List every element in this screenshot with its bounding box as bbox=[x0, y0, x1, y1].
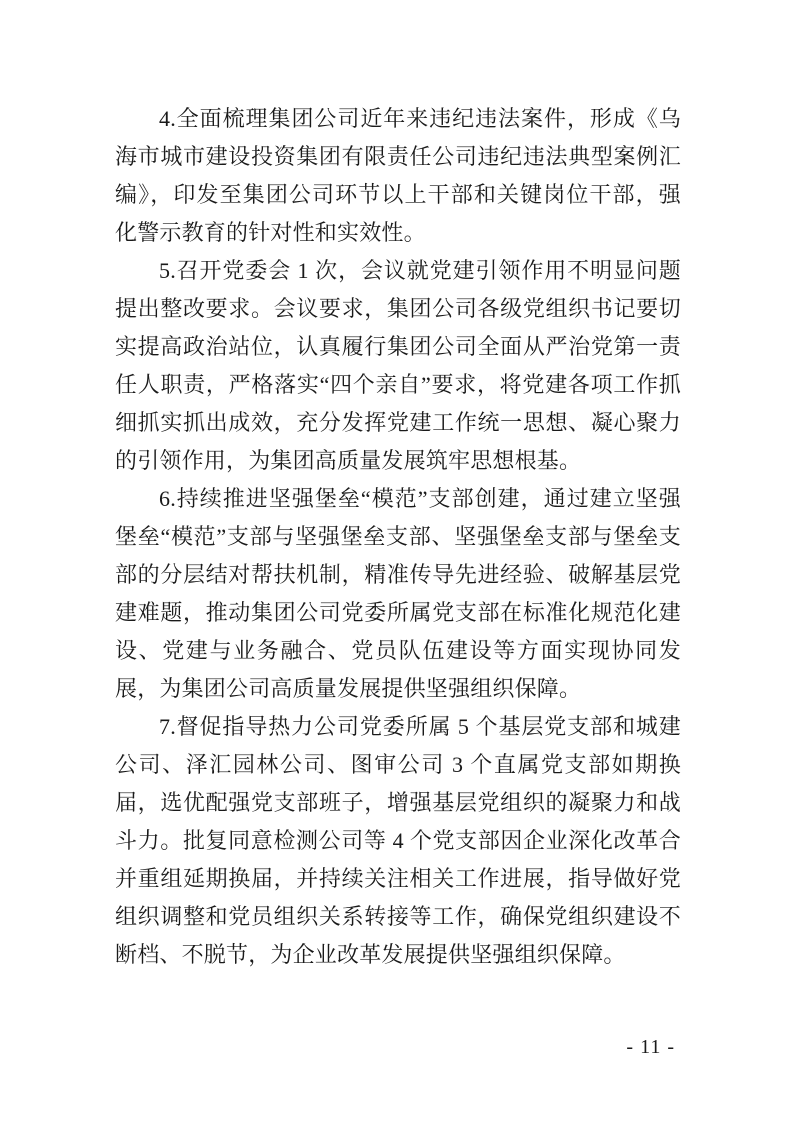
document-body bbox=[115, 100, 681, 974]
paragraph-item-6: 6.持续推进坚强堡垒“模范”支部创建，通过建立坚强堡垒“模范”支部与坚强堡垒支部、坚强堡垒支部与堡垒支部的分层结对帮扶机制，精准传导先进经验、破解基层党建难题，推动集团公司党委所属党支部在标准化规范化建设、党建与业务融合、党员队伍建设等方面实现协同发展，为集团公司高质量发展提供坚强组织保障。 bbox=[115, 486, 681, 701]
paragraph-item-5: 5.召开党委会 1 次，会议就党建引领作用不明显问题提出整改要求。会议要求，集团公司各级党组织书记要切实提高政治站位，认真履行集团公司全面从严治党第一责任人职责，严格落实“四个亲自”要求，将党建各项工作抓细抓实抓出成效，充分发挥党建工作统一思想、凝心聚力的引领作用，为集团高质量发展筑牢思想根基。 bbox=[115, 258, 681, 473]
paragraph-item-4: 4.全面梳理集团公司近年来违纪违法案件，形成《乌海市城市建设投资集团有限责任公司违纪违法典型案例汇编》，印发至集团公司环节以上干部和关键岗位干部，强化警示教育的针对性和实效性。 bbox=[115, 106, 681, 245]
paragraph-item-7: 7.督促指导热力公司党委所属 5 个基层党支部和城建公司、泽汇园林公司、图审公司 3 个直属党支部如期换届，选优配强党支部班子，增强基层党组织的凝聚力和战斗力。批复同意检测公司等 4 个党支部因企业深化改革合并重组延期换届，并持续关注相关工作进展，指导做好党组织调整和党员组织关系转接等工作，确保党组织建设不断档、不脱节，为企业改革发展提供坚强组织保障。 bbox=[115, 714, 681, 967]
page-number: - 11 - bbox=[626, 1036, 675, 1058]
